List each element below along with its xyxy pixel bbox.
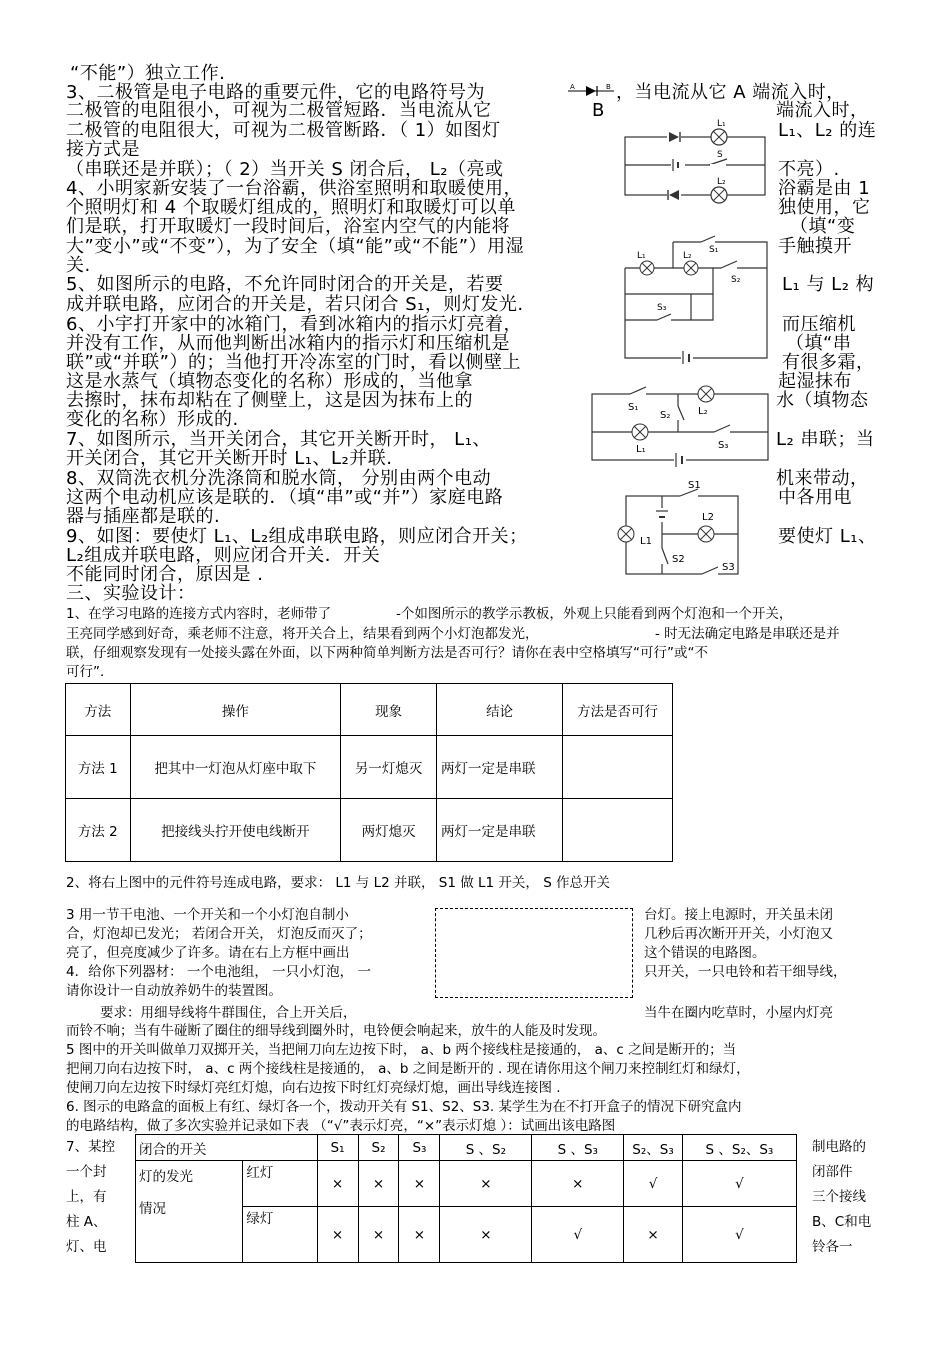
exp1-line: 可行”． [66,664,114,680]
q4-line: （填“变 [790,216,856,237]
table-cell: 方法 2 [66,799,131,862]
table-cell: 两灯熄灭 [341,799,437,862]
label-l2: L₂ [717,177,726,187]
exp7-left: 7、某控 [66,1139,116,1155]
q4-line: 浴霸是由 1 [778,178,871,199]
exp3-line: 几秒后再次断开开关，小灯泡又 [644,926,833,942]
q3-line: ，当电流从它 A 端流入时， [616,82,845,103]
exp1-line: -个如图所示的教学示教板，外观上只能看到两个灯泡和一个开关， [396,606,793,622]
table-cell: 两灯一定是串联 [437,799,563,862]
label-l1: L1 [640,536,652,547]
exp5-line: 5 图中的开关叫做单刀双掷开关，当把闸刀向左边按下时， a、b 两个接线柱是接通的， a、c 之间是断开的；当 [66,1042,737,1058]
q6-line: 水（填物态 [776,390,869,411]
q6-line: 联”或“并联”）的；当他打开冷冻室的门时，看以侧壁上 [66,352,521,373]
exp1-line: - 时无法确定电路是串联还是并 [655,626,840,642]
q8-line: 中各用电 [778,487,852,508]
q3-line: 二极管的电阻很大，可视为二极管断路．（ 1）如图灯 [66,120,501,141]
q6-line: （填“串 [786,333,852,354]
label-l1: L₁ [717,119,726,129]
row-label: 红灯 [243,1161,317,1207]
table-cell: × [532,1161,624,1207]
exp7-left: 上，有 [66,1189,107,1205]
table-header: 现象 [341,684,437,736]
table-row [66,799,673,862]
label-s2: S2 [672,554,685,565]
q4-line: 关. [66,255,91,276]
q4-line: 4、小明家新安装了一台浴霸，供浴室照明和取暖使用， [66,178,522,199]
table-cell: × [440,1161,532,1207]
table-row [66,736,673,799]
exp7-right: 铃各一 [812,1239,853,1255]
table-cell: × [317,1161,358,1207]
q3-line: （串联还是并联）；（ 2）当开关 S 闭合后， L₂（亮或 [66,159,504,180]
exp3-line: 台灯。接上电源时，开关虽未闭 [644,907,833,923]
q9-line: 要使灯 L₁、 [778,526,877,547]
q9-line: L₂组成并联电路，则应闭合开关．开关 [66,545,381,566]
q6-line: 有很多霜， [782,352,875,373]
svg-text:B: B [606,83,611,91]
q3-line: 二极管的电阻很小，可视为二极管短路．当电流从它 [66,100,492,121]
q4-line: 手触摸开 [778,236,852,257]
q4-line: 个照明灯和 4 个取暖灯组成的，照明灯和取暖灯可以单 [66,197,516,218]
exp6-line: 的电路结构，做了多次实验并记录如下表 （“√”表示灯亮，“×”表示灯熄 ）：试画出该电路图 [66,1118,616,1134]
exp3-line: 3 用一节干电池、一个开关和一个小灯泡自制小 [66,907,349,923]
exp1-line: 王亮同学感到好奇，乘老师不注意，将开关合上，结果看到两个小灯泡都发光， [66,626,539,642]
exp7-right: B、C和电 [812,1214,872,1230]
exp7-right: 三个接线 [812,1189,866,1205]
label-l1: L₁ [636,444,646,455]
label-s3: S3 [722,562,735,573]
table-cell: 把接线头拧开使电线断开 [130,799,341,862]
label-s: S [717,150,723,160]
label-s1: S₁ [628,402,639,413]
table-header: S₃ [399,1135,440,1161]
exp6-line: 6. 图示的电路盒的面板上有红、绿灯各一个，拨动开关有 S1、S2、S3. 某学生为在不打开盒子的情况下研究盒内 [66,1099,742,1115]
table-cell: × [399,1207,440,1263]
row-label: 情况 [139,1201,166,1217]
q6-line: 并没有工作，从而他判断出冰箱内的指示灯和压缩机是 [66,333,510,354]
table-cell: × [358,1207,399,1263]
q6-line: 去擦时，抹布却粘在了侧壁上，这是因为抹布上的 [66,390,473,411]
table-cell: × [440,1207,532,1263]
table-header: S₂ [358,1135,399,1161]
row-label: 灯的发光 [139,1169,193,1185]
diode-symbol [566,82,616,100]
label-l1: L₁ [637,251,646,261]
switch-table [135,1134,797,1263]
label-s1: S1 [688,480,701,491]
exp7-right: 闭部件 [812,1164,853,1180]
label-l2: L2 [702,512,714,523]
q6-line: 6、小宇打开家中的冰箱门，看到冰箱内的指示灯亮着， [66,314,522,335]
q9-line: 不能同时闭合，原因是 . [66,564,264,585]
table-cell: × [399,1161,440,1207]
table-header: S₂、S₃ [624,1135,683,1161]
exp5-line: 把闸刀向右边按下时， a、c 两个接线柱是接通的， a、b 之间是断开的 . 现在请你用这个闸刀来控制红灯和绿灯， [66,1061,750,1077]
table-cell: × [358,1161,399,1207]
label-s3: S₃ [657,303,667,313]
label-l2: L₂ [698,406,708,417]
label-s3: S₃ [718,440,729,451]
table-header: 方法是否可行 [563,684,673,736]
q4-line: 大”变小”或“不变”），为了安全（填“能”或“不能”）用湿 [66,236,525,257]
exp4-line: 要求：用细导线将牛群围住，合上开关后， [100,1005,357,1021]
table-cell: 把其中一灯泡从灯座中取下 [130,736,341,799]
table-row [136,1161,797,1207]
q3-line: B [592,100,605,121]
q7-line: L₂ 串联；当 [776,429,875,450]
exp7-left: 一个封 [66,1164,107,1180]
q4-line: 们是联，打开取暖灯一段时间后，浴室内空气的内能将 [66,216,510,237]
table-cell: × [624,1207,683,1263]
table-cell: √ [682,1207,796,1263]
q6-line: 变化的名称）形成的. [66,409,239,430]
table-header: S₁ [317,1135,358,1161]
drawing-box[interactable] [435,908,633,998]
exp1-line: 1、在学习电路的连接方式内容时，老师带了 [66,606,332,622]
exp4-line: 当牛在圈内吃草时，小屋内灯亮 [644,1005,833,1021]
table-cell: 方法 1 [66,736,131,799]
q3-line: L₁、L₂ 的连 [778,120,877,141]
figure-q9-circuit [610,478,760,582]
q6-line: 起湿抹布 [778,371,852,392]
q8-line: 8、双筒洗衣机分洗涤筒和脱水筒， 分别由两个电动 [66,468,492,489]
exp4-line: 请你设计一自动放养奶牛的装置图。 [66,983,282,999]
table-header: S 、S₃ [532,1135,624,1161]
q8-line: 这两个电动机应该是联的．（填“串”或“并”）家庭电路 [66,487,504,508]
table-header: 结论 [437,684,563,736]
q4-line: 独使用，它 [778,197,871,218]
q5-line: 成并联电路，应闭合的开关是，若只闭合 S₁，则灯发光. [66,294,524,315]
label-l2: L₂ [683,251,692,261]
q5-line: 5、如图所示的电路，不允许同时闭合的开关是，若要 [66,274,504,295]
table-cell: × [317,1207,358,1263]
label-s2: S₂ [731,275,741,285]
table-header: 闭合的开关 [136,1135,318,1161]
exp3-line: 这个错误的电路图。 [644,945,766,961]
table-header: 操作 [130,684,341,736]
table-cell: 两灯一定是串联 [437,736,563,799]
answer-cell[interactable] [563,736,673,799]
exp3-line: 亮了，但亮度减少了许多。请在右上方框中画出 [66,945,350,961]
table-cell: √ [624,1161,683,1207]
q8-line: 器与插座都是联的. [66,506,221,527]
figure-q5-circuit [617,234,775,364]
exp5-line: 使闸刀向左边按下时绿灯亮红灯熄，向右边按下时红灯亮绿灯熄，画出导线连接图 . [66,1080,561,1096]
exp1-line: 联，仔细观察发现有一处接头露在外面，以下两种简单判断方法是否可行？请你在表中空格填写“可行”或“不 [66,645,708,661]
exp4-line: 4．给你下列器材： 一个电池组， 一只小灯泡， 一 [66,964,371,980]
table-header: 方法 [66,684,131,736]
q7-line: 开关闭合，其它开关断开时 L₁、L₂并联. [66,448,393,469]
q6-line: 而压缩机 [782,314,856,335]
table-cell: √ [532,1207,624,1263]
row-label: 绿灯 [243,1207,317,1263]
exp7-right: 制电路的 [812,1139,866,1155]
q7-line: 7、如图所示，当开关闭合，其它开关断开时， L₁、 [66,429,491,450]
svg-text:A: A [570,83,575,91]
q5-line: L₁ 与 L₂ 构 [782,274,875,295]
table-cell: √ [682,1161,796,1207]
exp4-line: 只开关，一只电铃和若干细导线， [644,964,847,980]
exp4-line: 而铃不响；当有牛碰断了圈住的细导线到圈外时，电铃便会响起来，放牛的人能及时发现。 [66,1023,606,1039]
table-header: S 、S₂ [440,1135,532,1161]
label-s1: S₁ [709,245,719,255]
section-heading: 三、实验设计： [66,583,196,604]
text-line: “不能”）独立工作. [70,63,226,84]
q8-line: 机来带动， [776,468,869,489]
q6-line: 这是水蒸气（填物态变化的名称）形成的，当他拿 [66,371,473,392]
figure-q7-circuit [574,380,774,468]
q3-line: 不亮）. [778,159,840,180]
exp7-left: 灯、电 [66,1239,107,1255]
exp3-line: 合，灯泡却已发光； 若闭合开关， 灯泡反而灭了； [66,926,372,942]
q3-line: 3、二极管是电子电路的重要元件，它的电路符号为 [66,82,485,103]
q9-line: 9、如图：要使灯 L₁、L₂组成串联电路，则应闭合开关； [66,526,528,547]
label-s2: S₂ [660,410,671,421]
answer-cell[interactable] [563,799,673,862]
table-cell: 另一灯熄灭 [341,736,437,799]
method-table [65,683,673,862]
exp2-line: 2、将右上图中的元件符号连成电路，要求： L1 与 L2 并联， S1 做 L1 开关， S 作总开关 [66,875,611,891]
q3-line: 端流入时， [776,100,869,121]
q3-line: 接方式是 [66,139,140,160]
table-header: S 、S₂、S₃ [682,1135,796,1161]
figure-diode-circuit [617,115,772,207]
exp7-left: 柱 A、 [66,1214,107,1230]
